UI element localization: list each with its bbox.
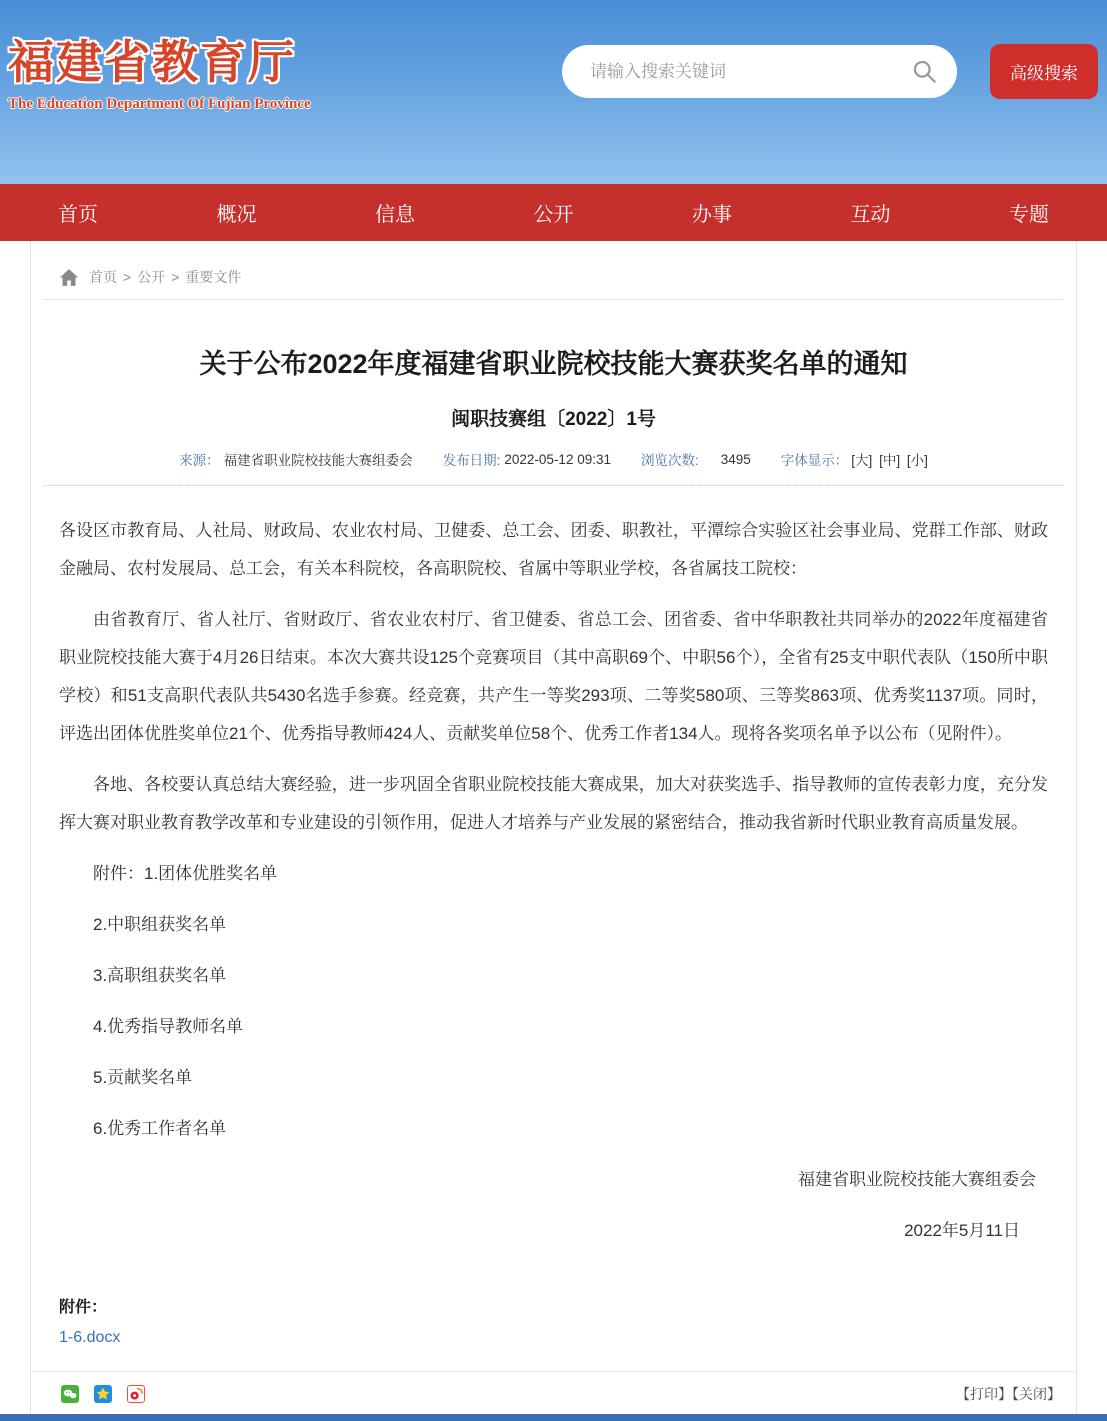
attachment-line-5: 5.贡献奖名单 <box>93 1068 193 1087</box>
article-body <box>31 486 1076 1250</box>
views-value: 3495 <box>720 451 751 467</box>
attachment-line-4: 4.优秀指导教师名单 <box>93 1017 244 1036</box>
site-logo[interactable] <box>8 26 311 113</box>
font-size-controls <box>848 449 928 469</box>
search-input[interactable] <box>590 62 909 82</box>
nav-item-info[interactable]: 信息 <box>375 204 415 226</box>
home-icon[interactable] <box>59 268 79 287</box>
breadcrumb-important-docs[interactable]: 重要文件 <box>185 269 242 285</box>
nav-item-interact[interactable]: 互动 <box>850 204 891 226</box>
advanced-search-button[interactable]: 高级搜索 <box>990 44 1098 99</box>
paragraph-recipients: 各设区市教育局、人社局、财政局、农业农村局、卫健委、总工会、团委、职教社，平潭综合实验区社会事业局、党群工作部、财政金融局、农村发展局、总工会，有关本科院校，各高职院校、省属中等职业学校，各省属技工院校： <box>59 521 1048 578</box>
search-area <box>562 44 1098 99</box>
main-nav <box>0 184 1107 241</box>
search-icon[interactable] <box>909 57 939 87</box>
document-number: 闽职技赛组〔2022〕1号 <box>451 409 656 430</box>
font-size-medium-button[interactable]: [中] <box>879 453 901 468</box>
views-label: 浏览次数: <box>640 453 699 468</box>
logo-subtitle: The Education Department Of Fujian Province <box>8 96 311 112</box>
signature-org: 福建省职业院校技能大赛组委会 <box>798 1170 1036 1189</box>
content-container <box>30 241 1077 1414</box>
attachments-section <box>31 1250 1076 1347</box>
breadcrumb-separator: > <box>171 269 180 285</box>
nav-item-overview[interactable]: 概况 <box>216 204 257 226</box>
paragraph-requirements: 各地、各校要认真总结大赛经验，进一步巩固全省职业院校技能大赛成果，加大对获奖选手、指导教师的宣传表彰力度，充分发挥大赛对职业教育教学改革和专业建设的引领作用，促进人才培养与产业发展的紧密结合，推动我省新时代职业教育高质量发展。 <box>59 775 1048 832</box>
font-size-large-button[interactable]: [大] <box>851 453 873 468</box>
weibo-share-icon[interactable] <box>127 1385 145 1403</box>
close-button[interactable]: 【关闭】 <box>1012 1386 1061 1402</box>
nav-item-service[interactable]: 办事 <box>692 204 732 226</box>
attachment-line-3: 3.高职组获奖名单 <box>93 966 227 985</box>
breadcrumb-separator: > <box>123 269 132 285</box>
wechat-share-icon[interactable] <box>61 1385 79 1403</box>
breadcrumb-divider <box>44 299 1063 300</box>
paragraph-results: 由省教育厅、省人社厅、省财政厅、省农业农村厅、省卫健委、省总工会、团省委、省中华职教社共同举办的2022年度福建省职业院校技能大赛于4月26日结束。本次大赛共设125个竞赛项目（其中高职69个、中职56个），全省有25支中职代表队（150所中职学校）和51支高职代表队共5430名选手参赛。经竞赛，共产生一等奖293项、二等奖580项、三等奖863项、优秀奖1137项。同时，评选出团体优胜奖单位21个、优秀指导教师424人、贡献奖单位58个、优秀工作者134人。现将各奖项名单予以公布（见附件）。 <box>59 610 1048 743</box>
signature-date: 2022年5月11日 <box>904 1221 1020 1240</box>
search-box[interactable] <box>562 45 957 98</box>
attachment-line-6: 6.优秀工作者名单 <box>93 1119 227 1138</box>
font-size-small-button[interactable]: [小] <box>906 453 928 468</box>
nav-item-public[interactable]: 公开 <box>533 204 574 226</box>
print-close-controls <box>956 1384 1061 1404</box>
breadcrumb-home[interactable]: 首页 <box>89 269 117 285</box>
article-meta <box>31 449 1076 469</box>
nav-item-home[interactable]: 首页 <box>58 204 98 226</box>
publish-date-value: 2022-05-12 09:31 <box>504 451 611 467</box>
print-button[interactable]: 【打印】 <box>956 1386 1012 1402</box>
breadcrumb-public[interactable]: 公开 <box>137 269 166 285</box>
article-footer <box>31 1371 1076 1414</box>
bottom-blue-strip <box>0 1414 1107 1421</box>
attachments-label: 附件： <box>59 1299 108 1316</box>
publish-date-label: 发布日期: <box>442 453 501 468</box>
attachment-line-2: 2.中职组获奖名单 <box>93 915 227 934</box>
source-value: 福建省职业院校技能大赛组委会 <box>223 453 413 468</box>
qzone-share-icon[interactable] <box>94 1385 112 1403</box>
attachment-line-1: 附件：1.团体优胜奖名单 <box>93 864 278 883</box>
share-icons <box>61 1385 145 1403</box>
article-title: 关于公布2022年度福建省职业院校技能大赛获奖名单的通知 <box>199 349 908 379</box>
nav-item-topics[interactable]: 专题 <box>1009 204 1049 226</box>
logo-title: 福建省教育厅 <box>8 37 296 88</box>
font-size-label: 字体显示： <box>780 453 849 468</box>
source-label: 来源： <box>179 453 220 468</box>
site-header <box>0 0 1107 184</box>
attachment-file-link[interactable]: 1-6.docx <box>59 1329 121 1346</box>
breadcrumb <box>31 241 1076 287</box>
